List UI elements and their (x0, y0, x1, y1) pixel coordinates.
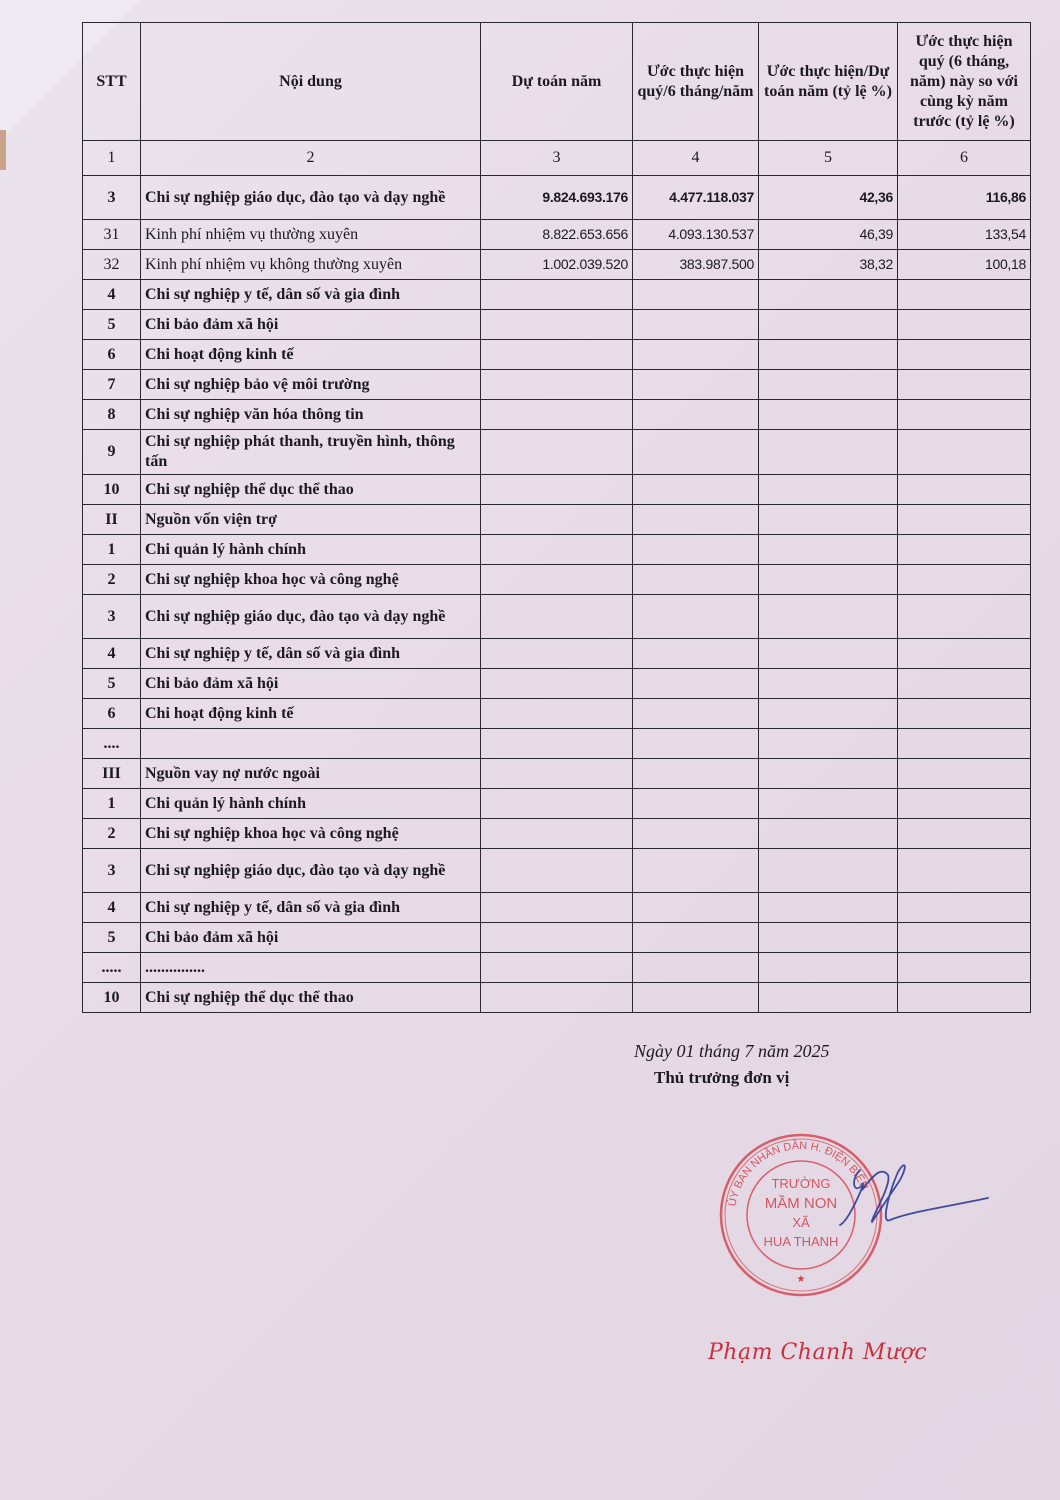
row-yoy-ratio (898, 699, 1031, 729)
row-stt: 9 (83, 430, 141, 475)
row-content: Chi bảo đảm xã hội (141, 669, 481, 699)
header-annual-estimate: Dự toán năm (481, 23, 633, 141)
row-estimated-execution (633, 310, 759, 340)
column-number: 4 (633, 141, 759, 176)
row-content: Chi sự nghiệp khoa học và công nghệ (141, 565, 481, 595)
table-row (83, 340, 1031, 370)
column-number-row (83, 141, 1031, 176)
row-execution-ratio (759, 535, 898, 565)
row-stt: 2 (83, 565, 141, 595)
row-yoy-ratio (898, 729, 1031, 759)
row-content: Chi bảo đảm xã hội (141, 923, 481, 953)
row-content: Chi sự nghiệp giáo dục, đào tạo và dạy nghề (141, 595, 481, 639)
row-stt: II (83, 505, 141, 535)
header-content: Nội dung (141, 23, 481, 141)
row-estimated-execution (633, 669, 759, 699)
row-annual-estimate (481, 789, 633, 819)
row-stt: 10 (83, 983, 141, 1013)
svg-text:HUA THANH: HUA THANH (763, 1234, 839, 1249)
row-stt: 6 (83, 340, 141, 370)
row-yoy-ratio (898, 535, 1031, 565)
row-estimated-execution (633, 759, 759, 789)
row-annual-estimate (481, 893, 633, 923)
row-execution-ratio (759, 729, 898, 759)
row-content: Chi bảo đảm xã hội (141, 310, 481, 340)
row-stt: 4 (83, 639, 141, 669)
row-estimated-execution (633, 595, 759, 639)
svg-text:MẦM NON: MẦM NON (764, 1195, 838, 1212)
row-execution-ratio: 38,32 (759, 250, 898, 280)
row-stt: 10 (83, 475, 141, 505)
row-stt: 1 (83, 535, 141, 565)
row-estimated-execution (633, 430, 759, 475)
table-row (83, 983, 1031, 1013)
row-stt: 32 (83, 250, 141, 280)
table-row (83, 475, 1031, 505)
row-yoy-ratio (898, 983, 1031, 1013)
table-row (83, 953, 1031, 983)
row-annual-estimate (481, 669, 633, 699)
row-yoy-ratio (898, 400, 1031, 430)
row-content: Chi sự nghiệp thể dục thể thao (141, 983, 481, 1013)
row-execution-ratio (759, 923, 898, 953)
row-execution-ratio (759, 340, 898, 370)
row-yoy-ratio: 116,86 (898, 176, 1031, 220)
row-yoy-ratio (898, 340, 1031, 370)
table-row (83, 505, 1031, 535)
row-execution-ratio (759, 819, 898, 849)
table-row (83, 893, 1031, 923)
row-stt: 31 (83, 220, 141, 250)
row-yoy-ratio (898, 849, 1031, 893)
row-yoy-ratio (898, 639, 1031, 669)
row-estimated-execution: 383.987.500 (633, 250, 759, 280)
row-execution-ratio (759, 280, 898, 310)
row-stt: .... (83, 729, 141, 759)
table-row (83, 849, 1031, 893)
row-execution-ratio (759, 430, 898, 475)
budget-table (82, 22, 1031, 1013)
row-estimated-execution (633, 340, 759, 370)
table-row (83, 819, 1031, 849)
row-content: Nguồn vốn viện trợ (141, 505, 481, 535)
row-stt: 6 (83, 699, 141, 729)
row-content: ............... (141, 953, 481, 983)
table-row (83, 759, 1031, 789)
row-annual-estimate (481, 430, 633, 475)
row-estimated-execution (633, 953, 759, 983)
table-row (83, 220, 1031, 250)
row-annual-estimate (481, 595, 633, 639)
row-annual-estimate (481, 923, 633, 953)
row-stt: 2 (83, 819, 141, 849)
row-yoy-ratio (898, 953, 1031, 983)
row-yoy-ratio: 100,18 (898, 250, 1031, 280)
row-yoy-ratio (898, 430, 1031, 475)
handwritten-signature (810, 1150, 990, 1240)
row-stt: 5 (83, 923, 141, 953)
row-execution-ratio (759, 953, 898, 983)
row-annual-estimate (481, 370, 633, 400)
row-stt: III (83, 759, 141, 789)
row-stt: ..... (83, 953, 141, 983)
header-yoy-ratio: Ước thực hiện quý (6 tháng, năm) này so với cùng kỳ năm trước (tỷ lệ %) (898, 23, 1031, 141)
row-content: Chi hoạt động kinh tế (141, 699, 481, 729)
row-content: Chi sự nghiệp phát thanh, truyền hình, thông tấn (141, 430, 481, 475)
row-yoy-ratio (898, 669, 1031, 699)
row-execution-ratio (759, 565, 898, 595)
row-annual-estimate (481, 699, 633, 729)
row-yoy-ratio (898, 819, 1031, 849)
row-annual-estimate: 1.002.039.520 (481, 250, 633, 280)
row-yoy-ratio (898, 310, 1031, 340)
row-stt: 7 (83, 370, 141, 400)
table-row (83, 789, 1031, 819)
row-stt: 3 (83, 849, 141, 893)
row-stt: 3 (83, 176, 141, 220)
signer-name-stamp: Phạm Chanh Mược (708, 1340, 928, 1365)
row-annual-estimate (481, 759, 633, 789)
row-estimated-execution: 4.093.130.537 (633, 220, 759, 250)
row-execution-ratio (759, 759, 898, 789)
row-annual-estimate (481, 535, 633, 565)
row-estimated-execution (633, 535, 759, 565)
row-content: Chi sự nghiệp y tế, dân số và gia đình (141, 893, 481, 923)
row-annual-estimate (481, 505, 633, 535)
row-content: Chi sự nghiệp giáo dục, đào tạo và dạy nghề (141, 176, 481, 220)
row-content: Nguồn vay nợ nước ngoài (141, 759, 481, 789)
column-number: 3 (481, 141, 633, 176)
row-annual-estimate: 8.822.653.656 (481, 220, 633, 250)
row-execution-ratio (759, 639, 898, 669)
row-content: Chi quản lý hành chính (141, 789, 481, 819)
row-annual-estimate (481, 849, 633, 893)
row-yoy-ratio (898, 505, 1031, 535)
row-estimated-execution (633, 923, 759, 953)
row-estimated-execution (633, 565, 759, 595)
row-annual-estimate (481, 280, 633, 310)
row-estimated-execution (633, 789, 759, 819)
row-estimated-execution: 4.477.118.037 (633, 176, 759, 220)
row-execution-ratio (759, 849, 898, 893)
row-yoy-ratio (898, 280, 1031, 310)
row-annual-estimate (481, 310, 633, 340)
row-content: Kinh phí nhiệm vụ thường xuyên (141, 220, 481, 250)
row-execution-ratio (759, 983, 898, 1013)
report-date: Ngày 01 tháng 7 năm 2025 (634, 1041, 830, 1061)
row-annual-estimate: 9.824.693.176 (481, 176, 633, 220)
table-row (83, 923, 1031, 953)
row-execution-ratio: 46,39 (759, 220, 898, 250)
header-execution-ratio: Ước thực hiện/Dự toán năm (tỷ lệ %) (759, 23, 898, 141)
table-row (83, 176, 1031, 220)
row-stt: 8 (83, 400, 141, 430)
row-stt: 5 (83, 669, 141, 699)
row-execution-ratio (759, 310, 898, 340)
row-annual-estimate (481, 819, 633, 849)
row-execution-ratio (759, 893, 898, 923)
row-stt: 3 (83, 595, 141, 639)
row-execution-ratio (759, 400, 898, 430)
table-row (83, 430, 1031, 475)
header-row (83, 23, 1031, 141)
row-yoy-ratio (898, 475, 1031, 505)
row-content (141, 729, 481, 759)
row-content: Chi sự nghiệp văn hóa thông tin (141, 400, 481, 430)
signer-title: Thủ trưởng đơn vị (654, 1068, 790, 1087)
row-execution-ratio (759, 699, 898, 729)
row-content: Chi sự nghiệp khoa học và công nghệ (141, 819, 481, 849)
row-yoy-ratio (898, 923, 1031, 953)
row-execution-ratio (759, 669, 898, 699)
row-execution-ratio: 42,36 (759, 176, 898, 220)
row-estimated-execution (633, 400, 759, 430)
row-stt: 4 (83, 280, 141, 310)
row-annual-estimate (481, 475, 633, 505)
row-execution-ratio (759, 789, 898, 819)
table-row (83, 400, 1031, 430)
table-row (83, 639, 1031, 669)
row-estimated-execution (633, 983, 759, 1013)
header-estimated-execution: Ước thực hiện quý/6 tháng/năm (633, 23, 759, 141)
row-yoy-ratio (898, 789, 1031, 819)
row-yoy-ratio (898, 565, 1031, 595)
row-annual-estimate (481, 565, 633, 595)
row-estimated-execution (633, 849, 759, 893)
row-execution-ratio (759, 475, 898, 505)
row-content: Chi sự nghiệp y tế, dân số và gia đình (141, 639, 481, 669)
row-content: Chi sự nghiệp giáo dục, đào tạo và dạy nghề (141, 849, 481, 893)
row-estimated-execution (633, 893, 759, 923)
table-row (83, 699, 1031, 729)
svg-text:XÃ: XÃ (792, 1215, 810, 1230)
column-number: 6 (898, 141, 1031, 176)
table-row (83, 280, 1031, 310)
row-annual-estimate (481, 639, 633, 669)
table-row (83, 310, 1031, 340)
row-annual-estimate (481, 983, 633, 1013)
row-yoy-ratio (898, 370, 1031, 400)
table-row (83, 595, 1031, 639)
row-stt: 5 (83, 310, 141, 340)
table-row (83, 565, 1031, 595)
column-number: 5 (759, 141, 898, 176)
column-number: 1 (83, 141, 141, 176)
row-content: Kinh phí nhiệm vụ không thường xuyên (141, 250, 481, 280)
row-yoy-ratio (898, 893, 1031, 923)
row-annual-estimate (481, 953, 633, 983)
row-content: Chi hoạt động kinh tế (141, 340, 481, 370)
row-execution-ratio (759, 370, 898, 400)
row-estimated-execution (633, 729, 759, 759)
row-content: Chi quản lý hành chính (141, 535, 481, 565)
background-edge (0, 130, 6, 170)
row-annual-estimate (481, 340, 633, 370)
row-yoy-ratio (898, 595, 1031, 639)
svg-text:TRƯỜNG: TRƯỜNG (771, 1176, 831, 1191)
row-annual-estimate (481, 729, 633, 759)
row-estimated-execution (633, 370, 759, 400)
table-row (83, 669, 1031, 699)
table-row (83, 370, 1031, 400)
row-estimated-execution (633, 280, 759, 310)
row-estimated-execution (633, 639, 759, 669)
stamp-ring-text: ỦY BAN NHÂN DÂN H. ĐIỆN BIÊN (726, 1139, 871, 1208)
row-yoy-ratio (898, 759, 1031, 789)
row-stt: 1 (83, 789, 141, 819)
row-execution-ratio (759, 595, 898, 639)
row-estimated-execution (633, 819, 759, 849)
row-execution-ratio (759, 505, 898, 535)
row-content: Chi sự nghiệp y tế, dân số và gia đình (141, 280, 481, 310)
stamp-star-icon: ★ (796, 1274, 806, 1285)
row-stt: 4 (83, 893, 141, 923)
row-content: Chi sự nghiệp bảo vệ môi trường (141, 370, 481, 400)
table-row (83, 535, 1031, 565)
row-estimated-execution (633, 505, 759, 535)
column-number: 2 (141, 141, 481, 176)
row-content: Chi sự nghiệp thể dục thể thao (141, 475, 481, 505)
row-estimated-execution (633, 475, 759, 505)
table-row (83, 250, 1031, 280)
row-estimated-execution (633, 699, 759, 729)
row-annual-estimate (481, 400, 633, 430)
table-row (83, 729, 1031, 759)
header-stt: STT (83, 23, 141, 141)
row-yoy-ratio: 133,54 (898, 220, 1031, 250)
